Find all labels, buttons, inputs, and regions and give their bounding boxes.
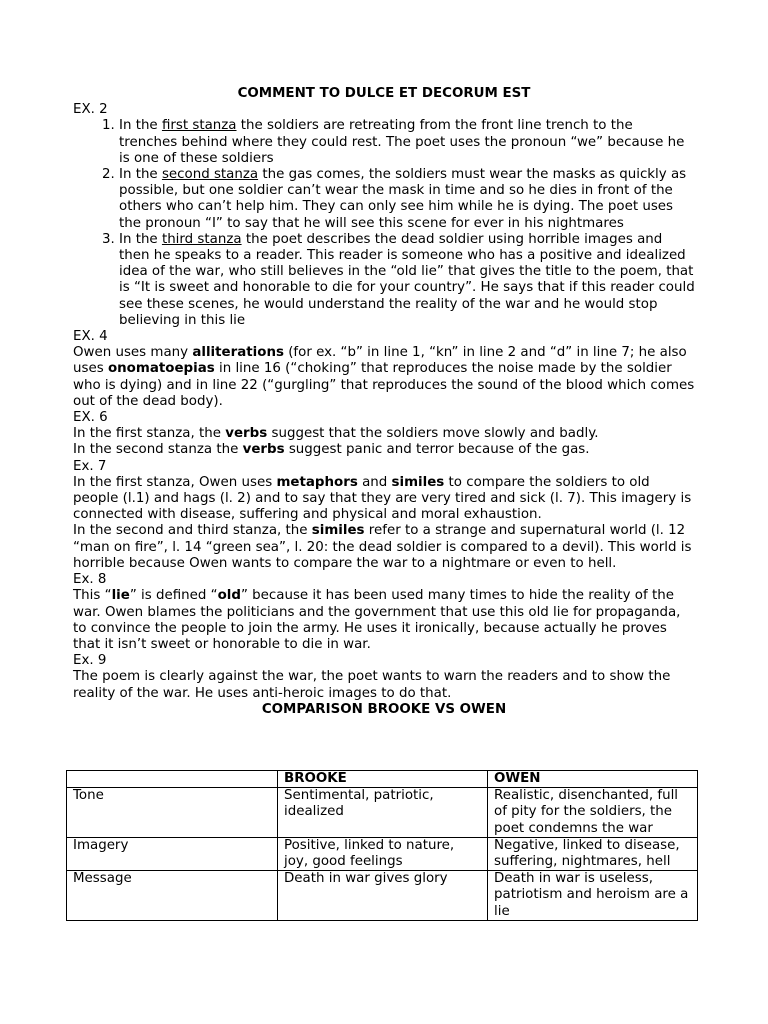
document-title: COMMENT TO DULCE ET DECORUM EST — [237, 86, 531, 101]
table-header-owen: OWEN — [488, 771, 698, 788]
table-row-label: Imagery — [67, 837, 278, 870]
table-cell-owen: Negative, linked to disease, suffering, nightmares, hell — [488, 837, 698, 870]
ex7-paragraph-2: In the second and third stanza, the similes refer to a strange and supernatural world (l. 12 “man on fire”, l. 14 “green sea”, l. 20: the dead soldier is compared to a devil). This world is horrible because Owen wants to compare the war to a nightmare or even to hell. — [73, 523, 692, 571]
ex2-item-1: 1. In the first stanza the soldiers are retreating from the front line trench to the trenches behind where they could rest. The poet uses the pronoun “we” because he is one of these soldiers — [119, 118, 695, 167]
ex6-line-2: In the second stanza the verbs suggest panic and terror because of the gas. — [73, 442, 590, 458]
ex9-label: Ex. 9 — [73, 653, 107, 669]
ex4-label: EX. 4 — [73, 329, 108, 345]
ex2-list — [73, 118, 695, 329]
table-row — [67, 837, 698, 870]
comparison-table — [66, 770, 698, 921]
table-row-label: Message — [67, 871, 278, 921]
ex4-paragraph: Owen uses many alliterations (for ex. “b” in line 1, “kn” in line 2 and “d” in line 7; he also uses onomatoepias in line 16 (“choking” that reproduces the noise made by the soldier who is dying) and in line 22 (“gurgling” that reproduces the sound of the blood which comes out of the dead body). — [73, 345, 695, 409]
table-row — [67, 788, 698, 838]
table-cell-owen: Realistic, disenchanted, full of pity for the soldiers, the poet condemns the war — [488, 788, 698, 838]
ex9-paragraph: The poem is clearly against the war, the poet wants to warn the readers and to show the reality of the war. He uses anti-heroic images to do that. — [73, 669, 671, 701]
ex2-item-3: 3. In the third stanza the poet describes the dead soldier using horrible images and then he speaks to a reader. This reader is someone who has a positive and idealized idea of the war, who still believes in the “old lie” that gives the title to the poem, that is “It is sweet and honorable to die for your country”. He says that if this reader could see these scenes, he would understand the reality of the war and he would stop believing in this lie — [119, 232, 695, 329]
comparison-title: COMPARISON BROOKE VS OWEN — [261, 701, 507, 717]
ex7-label: Ex. 7 — [73, 458, 107, 474]
ex6-label: EX. 6 — [73, 410, 108, 426]
table-row — [67, 871, 698, 921]
table-header-brooke: BROOKE — [278, 771, 488, 788]
document-body — [73, 86, 695, 732]
ex8-label: Ex. 8 — [73, 572, 107, 588]
table-header-row — [67, 771, 698, 788]
table-cell-owen: Death in war is useless, patriotism and heroism are a lie — [488, 871, 698, 921]
table-cell-brooke: Death in war gives glory — [278, 871, 488, 921]
ex2-label: EX. 2 — [73, 102, 108, 118]
ex8-paragraph: This “lie” is defined “old” because it has been used many times to hide the reality of the war. Owen blames the politicians and the government that use this old lie for propaganda, to convince the people to join the army. He uses it ironically, because actually he proves that it isn’t sweet or honorable to die in war. — [73, 588, 681, 652]
ex2-item-2: 2. In the second stanza the gas comes, the soldiers must wear the masks as quickly as possible, but one soldier can’t wear the mask in time and so he dies in front of the others who can’t help him. They can only see him while he is dying. The poet uses the pronoun “I” to say that he will see this scene for ever in his nightmares — [119, 167, 695, 232]
ex7-paragraph-1: In the first stanza, Owen uses metaphors and similes to compare the soldiers to old people (l.1) and hags (l. 2) and to say that they are very tired and sick (l. 7). This imagery is connected with disease, suffering and physical and moral exhaustion. — [73, 474, 692, 523]
table-cell-brooke: Sentimental, patriotic, idealized — [278, 788, 488, 838]
table-row-label: Tone — [67, 788, 278, 838]
table-cell-brooke: Positive, linked to nature, joy, good feelings — [278, 837, 488, 870]
ex6-line-1: In the first stanza, the verbs suggest that the soldiers move slowly and badly. — [73, 426, 599, 442]
table-header-cell — [67, 771, 278, 788]
